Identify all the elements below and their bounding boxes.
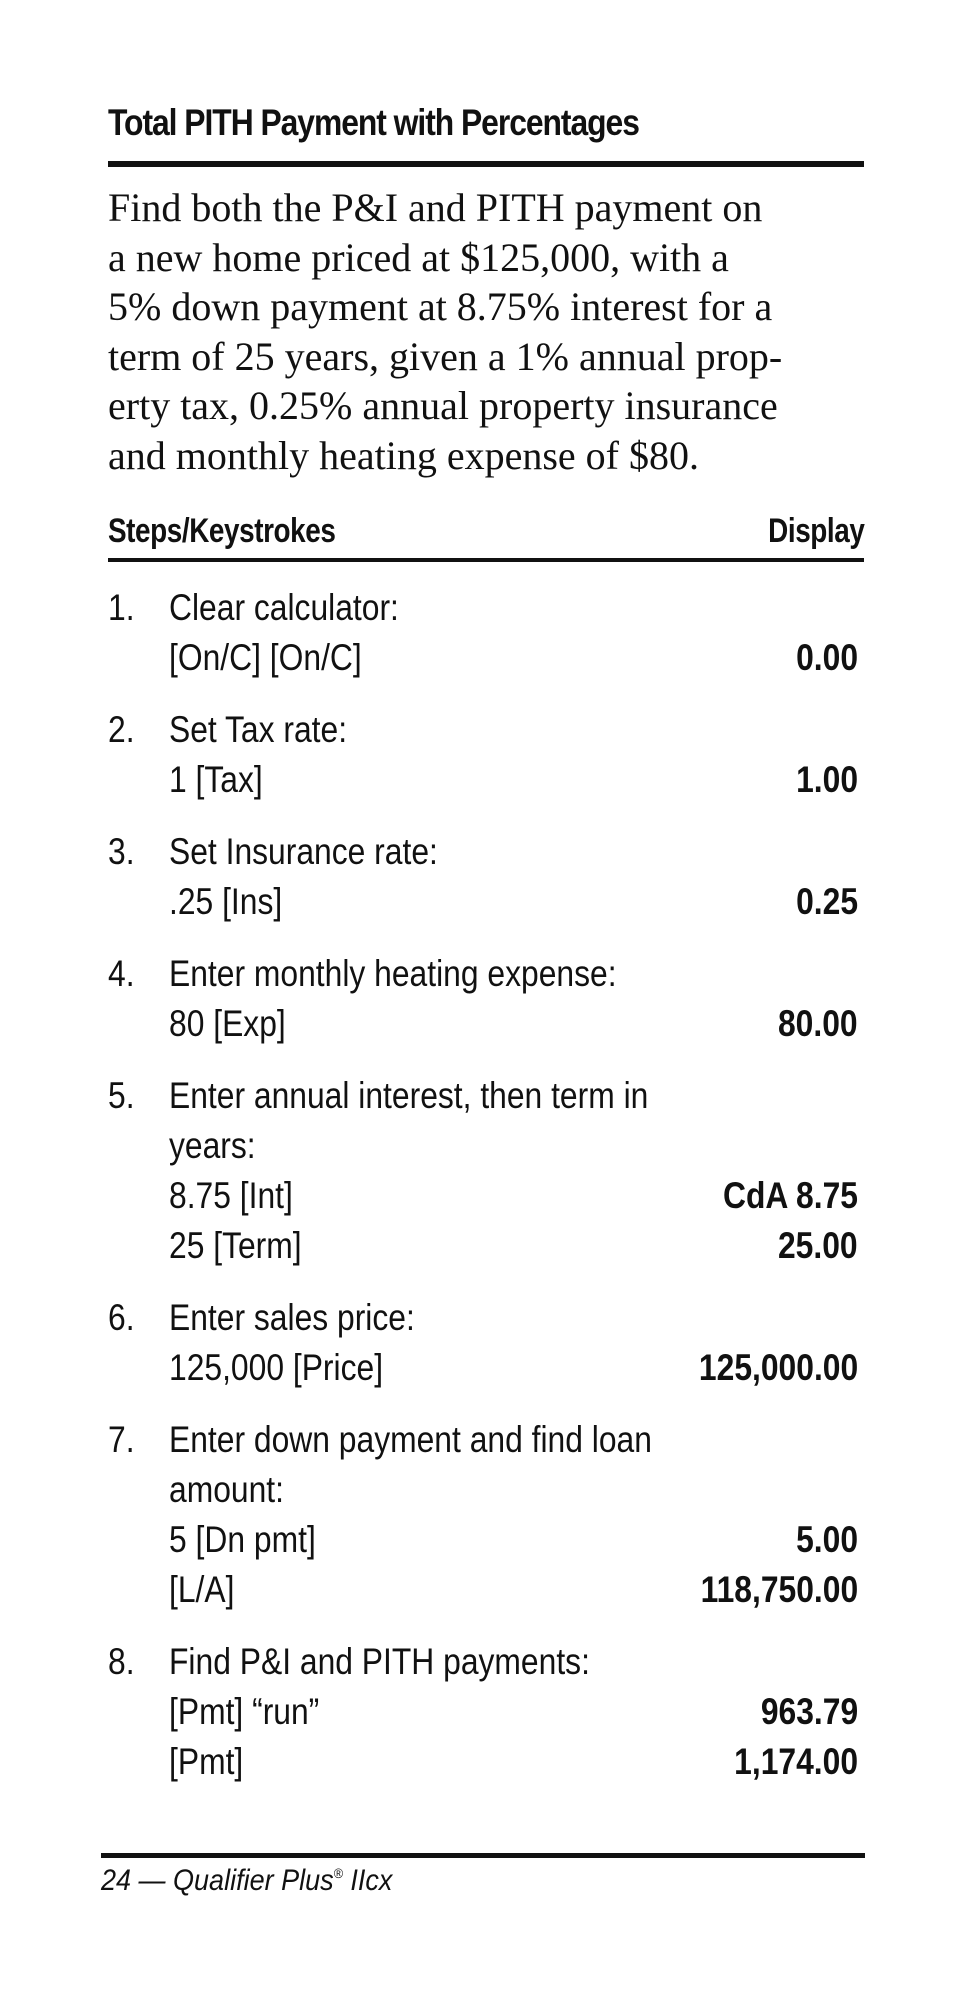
step-line — [108, 633, 864, 683]
step-item — [108, 949, 864, 1049]
product-name: Qualifier Plus — [173, 1864, 334, 1897]
step-line — [108, 1415, 864, 1465]
page-number: 24 — [101, 1864, 132, 1897]
step-number: 8. — [108, 1641, 135, 1682]
step-number: 1. — [108, 587, 135, 628]
intro-line: erty tax, 0.25% annual property insurance — [108, 383, 778, 428]
step-line — [108, 583, 864, 633]
step-instruction: Find P&I and PITH payments: — [169, 1641, 590, 1682]
intro-line: Find both the P&I and PITH payment on — [108, 185, 763, 230]
step-line — [108, 1071, 864, 1121]
step-keystroke: 8.75 [Int] — [169, 1175, 293, 1216]
intro-line: and monthly heating expense of $80. — [108, 432, 699, 478]
manual-page — [101, 0, 864, 2009]
display-value: 1.00 — [796, 759, 858, 800]
intro-line: 5% down payment at 8.75% interest for a — [108, 284, 773, 329]
step-keystroke: [Pmt] “run” — [169, 1691, 320, 1732]
step-instruction: Enter down payment and find loan — [169, 1419, 652, 1460]
display-heading: Display — [767, 512, 864, 550]
step-line — [108, 1293, 864, 1343]
display-value: 125,000.00 — [698, 1347, 858, 1388]
step-line — [108, 1121, 864, 1171]
display-value: 963.79 — [760, 1691, 858, 1732]
step-item — [108, 1071, 864, 1271]
step-instruction: Set Tax rate: — [169, 709, 348, 750]
display-value: 0.00 — [796, 637, 858, 678]
table-header — [108, 512, 864, 556]
title-rule — [108, 161, 864, 167]
step-keystroke: .25 [Ins] — [169, 881, 283, 922]
step-line — [108, 1737, 864, 1787]
step-keystroke: 125,000 [Price] — [169, 1347, 384, 1388]
steps-list — [108, 583, 864, 1809]
step-item — [108, 705, 864, 805]
step-number: 6. — [108, 1297, 135, 1338]
step-item — [108, 583, 864, 683]
step-line — [108, 705, 864, 755]
step-line — [108, 1221, 864, 1271]
step-instruction: Set Insurance rate: — [169, 831, 438, 872]
step-line — [108, 1171, 864, 1221]
page-footer — [101, 1864, 392, 1898]
step-line — [108, 827, 864, 877]
header-rule — [108, 558, 864, 562]
product-model: IIcx — [342, 1864, 393, 1897]
intro-line: a new home priced at $125,000, with a — [108, 234, 729, 280]
step-keystroke: 5 [Dn pmt] — [169, 1519, 316, 1560]
step-number: 2. — [108, 709, 135, 750]
display-value: CdA 8.75 — [723, 1175, 858, 1216]
step-number: 5. — [108, 1075, 135, 1116]
display-value: 1,174.00 — [734, 1741, 858, 1782]
step-line — [108, 1343, 864, 1393]
step-keystroke: [On/C] [On/C] — [169, 637, 362, 678]
step-item — [108, 1415, 864, 1615]
step-item — [108, 827, 864, 927]
step-line — [108, 1687, 864, 1737]
step-instruction: Clear calculator: — [169, 587, 399, 628]
intro-paragraph — [108, 183, 864, 480]
registered-mark: ® — [333, 1865, 343, 1881]
step-line — [108, 877, 864, 927]
step-keystroke: 80 [Exp] — [169, 1003, 286, 1044]
step-instruction: Enter monthly heating expense: — [169, 953, 617, 994]
step-keystroke: [L/A] — [169, 1569, 235, 1610]
step-item — [108, 1293, 864, 1393]
step-instruction: Enter sales price: — [169, 1297, 415, 1338]
steps-keystrokes-heading: Steps/Keystrokes — [108, 512, 336, 550]
display-value: 80.00 — [778, 1003, 858, 1044]
step-line — [108, 755, 864, 805]
footer-rule — [101, 1853, 865, 1858]
step-line — [108, 949, 864, 999]
step-line — [108, 1565, 864, 1615]
step-number: 4. — [108, 953, 135, 994]
display-value: 118,750.00 — [700, 1569, 858, 1610]
section-title: Total PITH Payment with Percentages — [108, 102, 639, 143]
step-keystroke: amount: — [169, 1469, 284, 1510]
step-line — [108, 1465, 864, 1515]
step-keystroke: [Pmt] — [169, 1741, 244, 1782]
step-number: 3. — [108, 831, 135, 872]
display-value: 25.00 — [778, 1225, 858, 1266]
step-line — [108, 1515, 864, 1565]
step-item — [108, 1637, 864, 1787]
display-value: 5.00 — [796, 1519, 858, 1560]
step-keystroke: years: — [169, 1125, 256, 1166]
display-value: 0.25 — [796, 881, 858, 922]
step-number: 7. — [108, 1419, 135, 1460]
step-line — [108, 1637, 864, 1687]
footer-separator: — — [131, 1864, 174, 1897]
step-keystroke: 1 [Tax] — [169, 759, 263, 800]
step-keystroke: 25 [Term] — [169, 1225, 302, 1266]
intro-line: term of 25 years, given a 1% annual prop- — [108, 333, 783, 379]
step-instruction: Enter annual interest, then term in — [169, 1075, 649, 1116]
step-line — [108, 999, 864, 1049]
